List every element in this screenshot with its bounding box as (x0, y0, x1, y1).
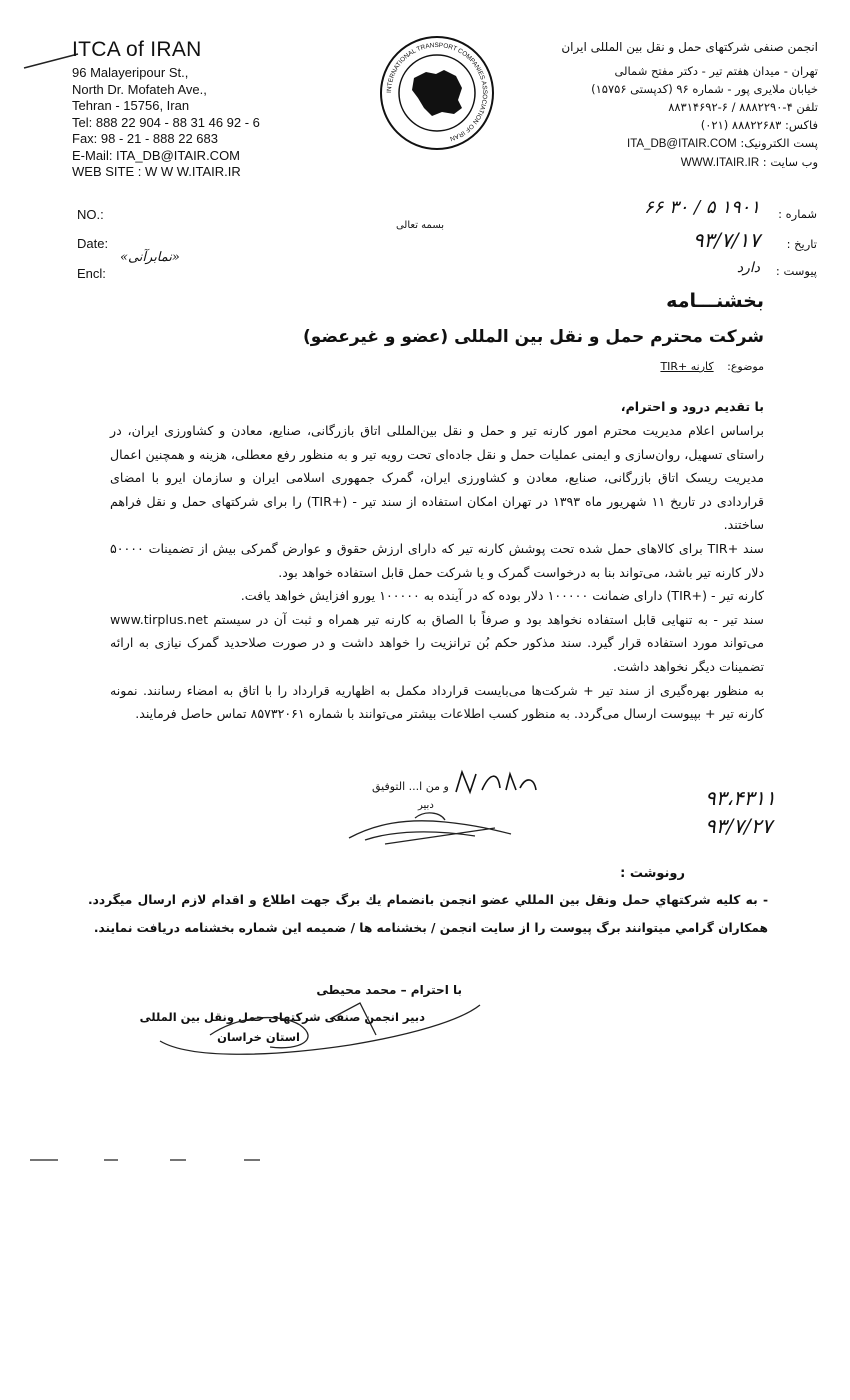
seal-ring-text: INTERNATIONAL TRANSPORT COMPANIES ASSOCIATION OF IRAN (385, 41, 489, 143)
left-header (72, 38, 260, 181)
website-value-fa: WWW.ITAIR.IR (680, 157, 760, 169)
closing-phrase: و من ا... التوفیق (372, 780, 449, 793)
paragraph: به منظور بهره‌گیری از سند تیر + شرکت‌ها می‌بایست قرارداد مکمل به اظهاریه قرارداد را با اتاق به امضاء رسانند. نمونه کارنه تیر + بپیوست ارسال می‌گردد. به منظور کسب اطلاعات بیشتر می‌توانند با شماره ۸۵۷۳۲۰۶۱ تماس حاصل فرمایند. (110, 682, 764, 722)
encl-value: دارد (736, 260, 760, 276)
fax-fa: فاکس: ۸۸۸۲۲۶۸۳ (۰۲۱) (700, 118, 818, 132)
fax-en: Fax: 98 - 21 - 888 22 683 (72, 131, 218, 146)
secretary-signature (150, 995, 490, 1065)
encl-label-fa: پیوست : (775, 264, 817, 278)
phone-fa: تلفن ۴-۸۸۸۲۲۹۰ / ۶-۸۸۳۱۴۶۹۲ (668, 100, 818, 114)
email-row-fa (488, 134, 818, 153)
tel-en: Tel: 888 22 904 - 88 31 46 92 - 6 (72, 114, 260, 130)
no-label-fa: شماره : (778, 207, 817, 221)
seal-emblem-icon (378, 34, 496, 152)
greeting: با تقدیم درود و احترام، (620, 399, 764, 414)
address-fa-1: تهران - میدان هفتم تیر - دکتر مفتح شمالی (614, 64, 818, 78)
cc-heading: رونوشت : (620, 866, 685, 881)
signature-regards: با احترام – محمد محیطی (316, 983, 462, 997)
address-line-2: North Dr. Mofateh Ave., (72, 81, 207, 97)
address-fa-2: خیابان ملایری پور - شماره ۹۶ (کدپستی ۱۵۷۵۶) (591, 82, 818, 96)
subject-row (660, 360, 764, 373)
fax-note: «نمابرآنی» (120, 250, 180, 265)
no-value: ۱۹۰۱ ۵ / ۳۰ ۶۶ (643, 197, 760, 218)
date-label-en: Date: (77, 236, 109, 251)
paragraph: براساس اعلام مدیریت محترم امور کارنه تیر و حمل و نقل بین‌المللی اتاق بازرگانی، صنایع، معادن و کشاورزی ایران، در راستای تسهیل، روان‌سازی و ایمنی عملیات حمل و نقل جاده‌ای تحت رویه تیر و به منظور رفع معطلی، هزینه و همچنین اعمال مدیریت ریسک اتاق بازرگانی، صنایع، معادن و کشاورزی ایران، گمرک جمهوری اسلامی ایران و سازمان ایرو با امضای قراردادی در تاریخ ۱۱ شهریور ماه ۱۳۹۳ در تهران امکان استفاده از سند تیر - (+TIR) را برای شرکتهای حمل و نقل فراهم ساختند. (110, 423, 764, 533)
recipient-line: شرکت محترم حمل و نقل بین المللی (عضو و غیرعضو) (303, 327, 764, 347)
date-label-fa: تاریخ : (786, 237, 817, 251)
basmala: بسمه تعالی (395, 220, 445, 231)
address-line-1: 96 Malayeripour St., (72, 65, 189, 80)
email-en: E-Mail: ITA_DB@ITAIR.COM (72, 147, 241, 163)
address-line-3: Tehran - 15756, Iran (72, 98, 190, 113)
website-row-fa (488, 153, 818, 172)
signature-position-1: دبیر انجمن صنفی شرکتهای حمل ونقل بین المللی (139, 1010, 425, 1024)
paragraph: سند +TIR برای کالاهای حمل شده تحت پوشش کارنه تیر که دارای ارزش حقوق و عوارض گمرکی بیش از تضمینات ۵۰۰۰۰ دلار کارنه تیر باشد، می‌تواند بنا به درخواست گمرک و یا شرکت حمل قابل استفاده خواهد بود. (110, 540, 764, 580)
signer-title: دبیر (418, 800, 434, 811)
subject-value: کارنه +TIR (660, 360, 714, 373)
website-en: WEB SITE : W W W.ITAIR.IR (72, 164, 241, 179)
date-value: ۹۳/۷/۱۷ (692, 228, 760, 252)
circular-title: بخشنـــامه (666, 290, 764, 312)
org-name-fa: انجمن صنفی شرکتهای حمل و نقل بین المللی ایران (561, 40, 818, 54)
website-label-fa: وب سایت : (762, 155, 818, 169)
letter-body (110, 419, 764, 726)
org-name-en: ITCA of IRAN (72, 38, 202, 61)
signature-position-2: استان خراسان (217, 1030, 300, 1044)
association-seal (378, 34, 496, 152)
footer-dash-marks (0, 1150, 850, 1170)
paragraph: سند تیر - به تنهایی قابل استفاده نخواهد بود و صرفاً با الصاق به کارنه تیر همراه و ثبت آن در سیستم www.tirplus.net می‌تواند مورد استفاده قرار گیرد. سند مذکور حکم بُن ترانزیت را خواهد داشت و در صورت صلاحدید گمرک نیازی به ارائه تضمینات دیگر نخواهد داشت. (110, 611, 764, 674)
paragraph: کارنه تیر - (+TIR) دارای ضمانت ۱۰۰۰۰۰ دلار بوده که در آینده به ۱۰۰۰۰۰ یورو افزایش خواهد یافت. (240, 588, 764, 604)
email-label-fa: پست الکترونیک: (740, 136, 818, 150)
email-value-fa: ITA_DB@ITAIR.COM (627, 138, 737, 150)
handwritten-ref-1: ۹۳،۴۳۱۱ (705, 786, 776, 810)
subject-label: موضوع: (727, 360, 764, 373)
initials-scribble (450, 768, 540, 798)
handwritten-ref-2: ۹۳/۷/۲۷ (705, 814, 773, 838)
cc-text: - به كليه شركتهاي حمل ونقل بين المللي عضو انجمن بانضمام يك برگ جهت اطلاع و اقدام لازم ارسال میگردد. همكاران گرامي ميتوانند برگ پيوست را از سايت انجمن / بخشنامه ها / ضميمه اين شماره بخشنامه دريافت نمایند. (88, 893, 768, 935)
encl-label-en: Encl: (77, 266, 106, 281)
director-signature (345, 800, 515, 850)
no-label-en: NO.: (77, 207, 104, 222)
right-header (488, 38, 818, 172)
